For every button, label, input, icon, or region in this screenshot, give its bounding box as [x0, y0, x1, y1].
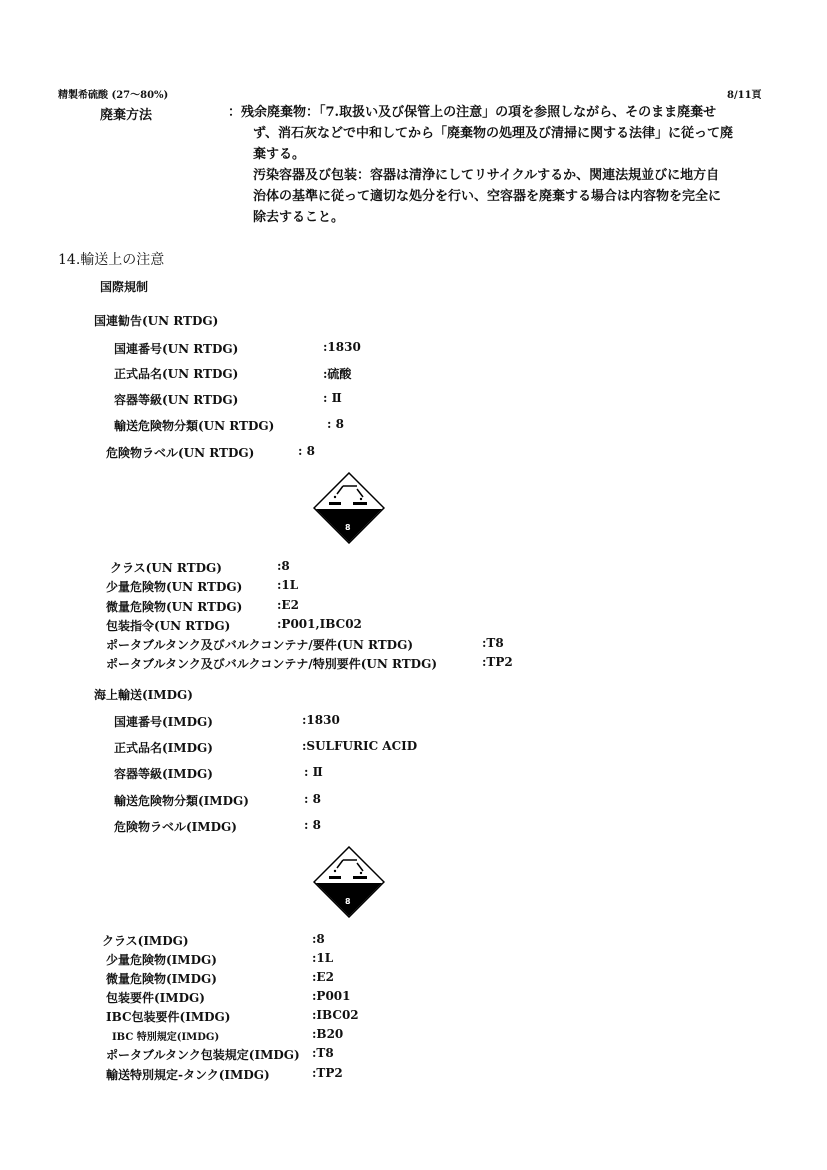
field-value: : Ⅱ: [304, 765, 323, 779]
field-value: :硫酸: [323, 367, 352, 381]
field-value: :P001: [312, 989, 351, 1003]
field-label: 輸送特別規定-タンク(IMDG): [106, 1068, 270, 1082]
field-value: : 8: [304, 792, 321, 806]
disposal-line: 汚染容器及び包装：容器は清浄にしてリサイクルするか、関連法規並びに地方自: [253, 168, 720, 183]
field-label: クラス(UN RTDG): [110, 561, 222, 575]
field-value: : Ⅱ: [323, 391, 342, 405]
field-value: :E2: [312, 970, 334, 984]
field-label: 包装指令(UN RTDG): [106, 619, 231, 633]
disposal-line: ず、消石灰などで中和してから「廃棄物の処理及び清掃に関する法律」に従って廃: [253, 126, 733, 141]
label-class-number: 8: [345, 523, 351, 532]
field-label: 微量危険物(IMDG): [106, 972, 217, 986]
field-value: :1L: [312, 951, 334, 965]
field-value: :B20: [312, 1027, 344, 1041]
corrosive-class8-diamond-icon: [313, 472, 385, 544]
field-label: 危険物ラベル(IMDG): [114, 820, 237, 834]
field-value: :P001,IBC02: [277, 617, 362, 631]
disposal-line: 除去すること。: [253, 210, 345, 225]
field-label: 危険物ラベル(UN RTDG): [106, 446, 255, 460]
imdg-heading: 海上輸送(IMDG): [94, 688, 193, 702]
field-label: IBC 特別規定(IMDG): [112, 1032, 220, 1043]
header-page-number: 8/11頁: [727, 90, 762, 101]
field-value: :8: [277, 559, 290, 573]
field-label: 微量危険物(UN RTDG): [106, 600, 243, 614]
international-heading: 国際規制: [100, 280, 149, 294]
field-label: IBC包装要件(IMDG): [106, 1010, 231, 1024]
field-label: 少量危険物(UN RTDG): [106, 580, 243, 594]
field-value: :E2: [277, 598, 299, 612]
field-label: 輸送危険物分類(UN RTDG): [114, 419, 275, 433]
field-label: 国連番号(UN RTDG): [114, 342, 239, 356]
field-label: 包装要件(IMDG): [106, 991, 205, 1005]
header-product: 精製希硫酸 (27～80%): [58, 90, 169, 101]
field-value: :1830: [302, 713, 340, 727]
field-label: 容器等級(IMDG): [114, 767, 213, 781]
field-value: :TP2: [312, 1066, 343, 1080]
disposal-label: 廃棄方法: [100, 108, 153, 123]
disposal-text: [228, 102, 768, 228]
un-heading: 国連勧告(UN RTDG): [94, 314, 219, 328]
field-label: 国連番号(IMDG): [114, 715, 213, 729]
field-value: :SULFURIC ACID: [302, 739, 418, 753]
field-label: 容器等級(UN RTDG): [114, 393, 239, 407]
field-value: :1830: [323, 340, 361, 354]
corrosive-class8-diamond-icon: [313, 846, 385, 918]
field-value: :1L: [277, 578, 299, 592]
field-label: 輸送危険物分類(IMDG): [114, 794, 249, 808]
field-value: :8: [312, 932, 325, 946]
field-label: ポータブルタンク及びバルクコンテナ/特別要件(UN RTDG): [106, 657, 438, 671]
section-title: 14.輸送上の注意: [58, 252, 165, 268]
field-label: 正式品名(IMDG): [114, 741, 213, 755]
field-value: :T8: [312, 1046, 334, 1060]
field-value: :IBC02: [312, 1008, 359, 1022]
field-label: ポータブルタンク及びバルクコンテナ/要件(UN RTDG): [106, 638, 414, 652]
field-value: :T8: [482, 636, 504, 650]
disposal-line: 棄する。: [253, 147, 306, 162]
field-label: 正式品名(UN RTDG): [114, 367, 239, 381]
field-value: :TP2: [482, 655, 513, 669]
label-class-number: 8: [345, 897, 351, 906]
field-value: : 8: [304, 818, 321, 832]
field-label: ポータブルタンク包装規定(IMDG): [106, 1048, 300, 1062]
field-value: : 8: [298, 444, 315, 458]
disposal-line: 治体の基準に従って適切な処分を行い、空容器を廃棄する場合は内容物を完全に: [253, 189, 722, 204]
field-value: : 8: [327, 417, 344, 431]
field-label: クラス(IMDG): [102, 934, 189, 948]
field-label: 少量危険物(IMDG): [106, 953, 217, 967]
disposal-line: ：残余廃棄物：「7.取扱い及び保管上の注意」の項を参照しながら、そのまま廃棄せ: [228, 105, 717, 120]
